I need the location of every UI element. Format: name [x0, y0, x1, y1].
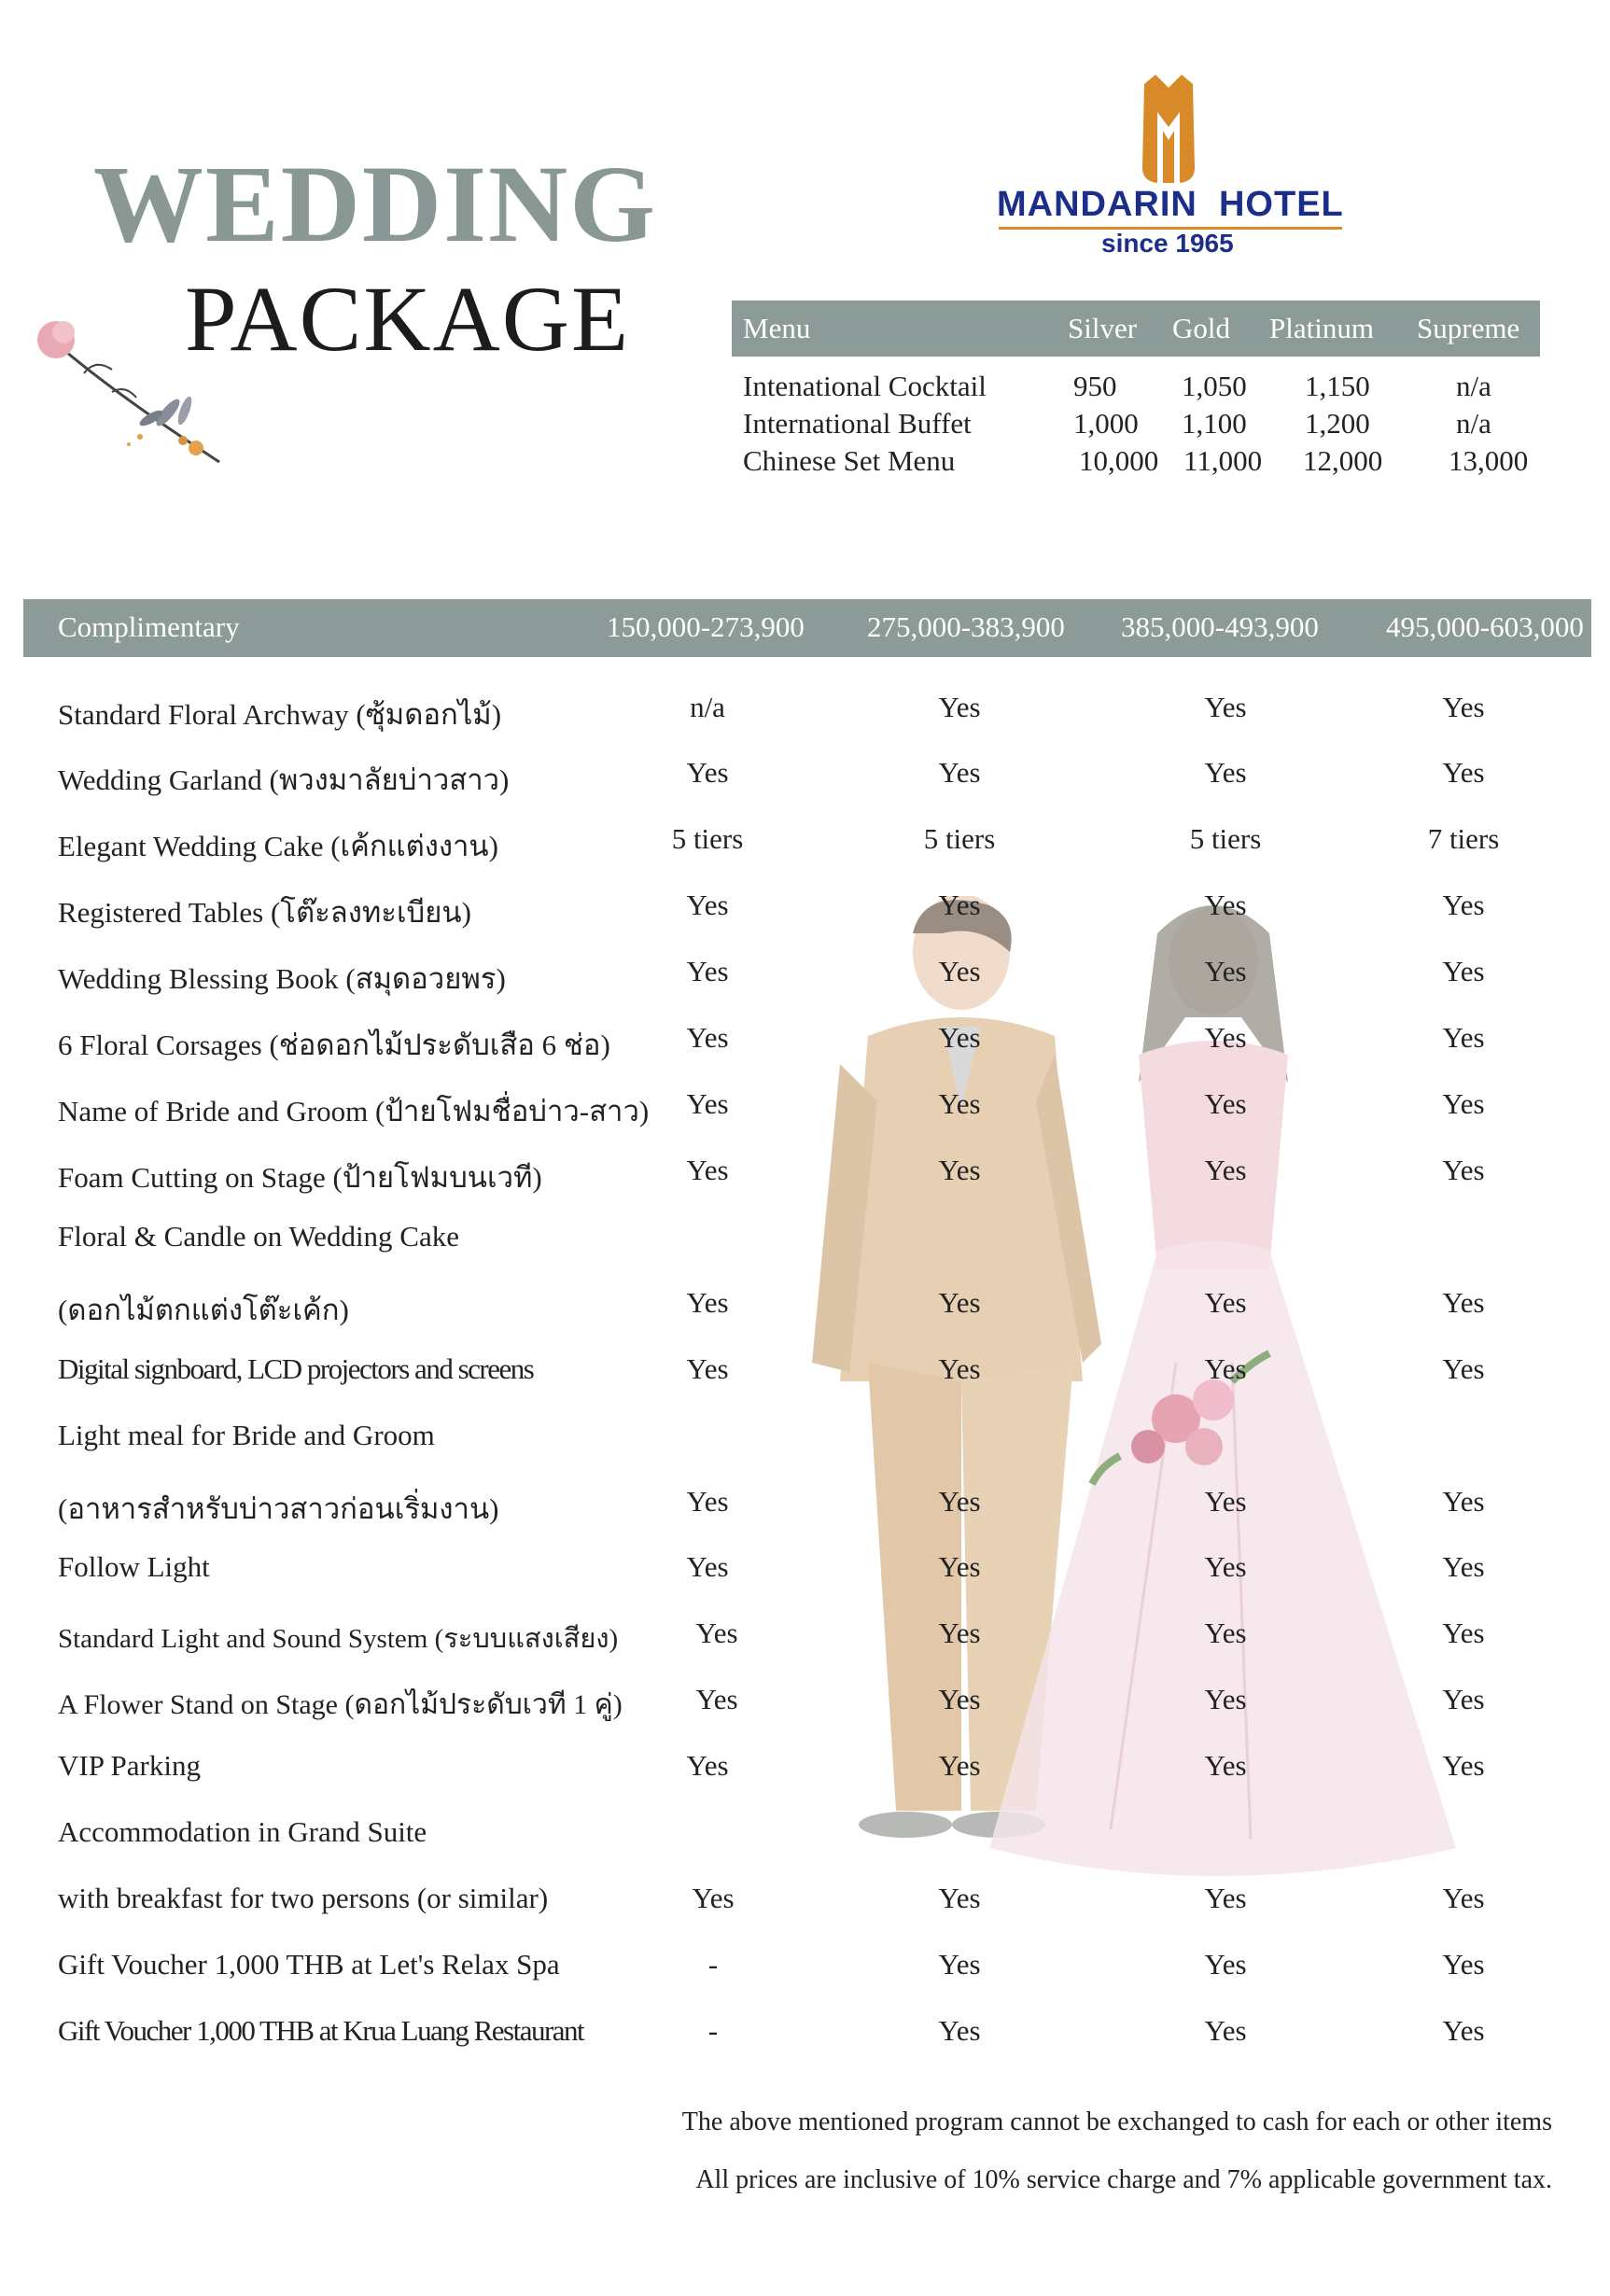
menu-price-platinum: 1,200	[1305, 407, 1370, 440]
menu-price-silver: 950	[1073, 370, 1117, 402]
cell-tier-2: 5 tiers	[923, 822, 996, 855]
cell-tier-3: Yes	[1204, 1087, 1247, 1120]
menu-header-silver: Silver	[1068, 312, 1138, 344]
brand-name: MANDARIN HOTEL	[997, 185, 1344, 224]
cell-tier-4: Yes	[1442, 1683, 1485, 1715]
comp-header-tier-1: 150,000-273,900	[607, 610, 805, 643]
cell-tier-3: Yes	[1204, 1882, 1247, 1914]
cell-tier-3: Yes	[1204, 1948, 1247, 1981]
comp-header-tier-2: 275,000-383,900	[867, 610, 1065, 643]
cell-tier-2: Yes	[938, 2014, 981, 2047]
cell-tier-1: -	[707, 2014, 719, 2047]
table-row	[0, 2014, 1610, 2070]
menu-row	[0, 444, 1610, 482]
cell-tier-4: Yes	[1442, 1286, 1485, 1319]
cell-tier-2: Yes	[938, 1352, 981, 1385]
cell-tier-4: Yes	[1442, 1749, 1485, 1782]
row-label: Digital signboard, LCD projectors and screens	[58, 1352, 534, 1385]
brand-since: since 1965	[1101, 229, 1234, 258]
menu-price-gold: 11,000	[1183, 444, 1263, 477]
cell-tier-4: Yes	[1442, 1352, 1485, 1385]
cell-tier-2: Yes	[938, 1749, 981, 1782]
cell-tier-1: Yes	[686, 1485, 729, 1518]
menu-price-gold: 1,050	[1182, 370, 1247, 402]
cell-tier-1: Yes	[686, 889, 729, 921]
mandarin-logo-icon	[1133, 75, 1204, 185]
comp-header-label: Complimentary	[58, 610, 240, 643]
cell-tier-3: Yes	[1204, 1021, 1247, 1054]
table-row	[0, 1550, 1610, 1606]
cell-tier-3: Yes	[1204, 1550, 1247, 1583]
cell-tier-2: Yes	[938, 889, 981, 921]
footnote-tax: All prices are inclusive of 10% service charge and 7% applicable government tax.	[695, 2165, 1552, 2194]
menu-price-platinum: 12,000	[1303, 444, 1383, 477]
cell-tier-2: Yes	[938, 1087, 981, 1120]
row-label: Wedding Garland (พวงมาลัยบ่าวสาว)	[58, 763, 510, 796]
cell-tier-4: Yes	[1442, 756, 1485, 789]
menu-price-supreme: n/a	[1456, 407, 1491, 440]
table-row	[0, 1485, 1610, 1541]
cell-tier-1: 5 tiers	[671, 822, 744, 855]
table-row	[0, 822, 1610, 878]
cell-tier-3: Yes	[1204, 1286, 1247, 1319]
cell-tier-2: Yes	[938, 1683, 981, 1715]
table-row	[0, 1154, 1610, 1210]
menu-header-menu: Menu	[743, 312, 811, 344]
menu-table-header	[732, 301, 1540, 357]
cell-tier-2: Yes	[938, 1948, 981, 1981]
cell-tier-2: Yes	[938, 955, 981, 987]
row-label: Elegant Wedding Cake (เค้กแต่งงาน)	[58, 830, 498, 862]
cell-tier-4: Yes	[1442, 1154, 1485, 1186]
cell-tier-1: Yes	[695, 1617, 738, 1649]
cell-tier-3: Yes	[1204, 1749, 1247, 1782]
cell-tier-1: -	[707, 1948, 719, 1981]
cell-tier-3: Yes	[1204, 756, 1247, 789]
cell-tier-1: Yes	[695, 1683, 738, 1715]
cell-tier-4: Yes	[1442, 1948, 1485, 1981]
cell-tier-3: Yes	[1204, 1154, 1247, 1186]
row-label: Standard Floral Archway (ซุ้มดอกไม้)	[58, 698, 502, 731]
cell-tier-4: Yes	[1442, 1617, 1485, 1649]
table-row	[0, 889, 1610, 945]
cell-tier-1: Yes	[686, 1154, 729, 1186]
table-row	[0, 1882, 1610, 1938]
menu-header-supreme: Supreme	[1417, 312, 1520, 344]
cell-tier-2: Yes	[938, 1154, 981, 1186]
menu-header-gold: Gold	[1172, 312, 1230, 344]
cell-tier-3: Yes	[1204, 691, 1247, 723]
cell-tier-4: Yes	[1442, 2014, 1485, 2047]
row-label: Standard Light and Sound System (ระบบแสงเสียง)	[58, 1624, 619, 1654]
cell-tier-2: Yes	[938, 1882, 981, 1914]
row-label: Gift Voucher 1,000 THB at Krua Luang Restaurant	[58, 2014, 584, 2047]
cell-tier-1: Yes	[686, 1352, 729, 1385]
cell-tier-3: Yes	[1204, 1485, 1247, 1518]
cell-tier-2: Yes	[938, 1286, 981, 1319]
row-label: Gift Voucher 1,000 THB at Let's Relax Spa	[58, 1948, 560, 1981]
menu-price-platinum: 1,150	[1305, 370, 1370, 402]
menu-item-name: International Buffet	[743, 407, 972, 440]
cell-tier-4: Yes	[1442, 1021, 1485, 1054]
menu-price-supreme: 13,000	[1449, 444, 1529, 477]
table-row	[0, 1948, 1610, 2004]
table-row	[0, 756, 1610, 812]
footnote-exchange: The above mentioned program cannot be exchanged to cash for each or other items	[681, 2107, 1552, 2136]
cell-tier-2: Yes	[938, 1550, 981, 1583]
cell-tier-1: Yes	[686, 756, 729, 789]
table-row	[0, 1021, 1610, 1077]
row-label: 6 Floral Corsages (ช่อดอกไม้ประดับเสือ 6 ช่อ)	[58, 1029, 610, 1061]
table-row	[0, 1617, 1610, 1673]
table-row	[0, 1220, 1610, 1276]
cell-tier-1: Yes	[686, 1550, 729, 1583]
menu-row	[0, 370, 1610, 407]
cell-tier-1: Yes	[686, 1087, 729, 1120]
cell-tier-4: Yes	[1442, 691, 1485, 723]
row-label: Floral & Candle on Wedding Cake	[58, 1220, 460, 1253]
page-title-wedding: WEDDING	[93, 143, 658, 265]
page-title-package: PACKAGE	[185, 267, 631, 371]
row-label: with breakfast for two persons (or similar)	[58, 1882, 549, 1914]
row-label: (ดอกไม้ตกแต่งโต๊ะเค้ก)	[58, 1294, 349, 1326]
cell-tier-1: Yes	[686, 1021, 729, 1054]
cell-tier-1: Yes	[692, 1882, 735, 1914]
row-label: Registered Tables (โต๊ะลงทะเบียน)	[58, 896, 471, 929]
cell-tier-3: Yes	[1204, 889, 1247, 921]
cell-tier-1: Yes	[686, 1286, 729, 1319]
comp-header-tier-4: 495,000-603,000	[1386, 610, 1584, 643]
row-label: Follow Light	[58, 1550, 210, 1583]
cell-tier-2: Yes	[938, 756, 981, 789]
cell-tier-3: 5 tiers	[1189, 822, 1262, 855]
menu-row	[0, 407, 1610, 444]
cell-tier-4: Yes	[1442, 1087, 1485, 1120]
cell-tier-3: Yes	[1204, 1683, 1247, 1715]
table-row	[0, 1815, 1610, 1871]
cell-tier-4: Yes	[1442, 1485, 1485, 1518]
cell-tier-2: Yes	[938, 1617, 981, 1649]
cell-tier-3: Yes	[1204, 955, 1247, 987]
cell-tier-2: Yes	[938, 691, 981, 723]
menu-item-name: Intenational Cocktail	[743, 370, 987, 402]
table-row	[0, 1286, 1610, 1342]
menu-header-platinum: Platinum	[1269, 312, 1374, 344]
row-label: Light meal for Bride and Groom	[58, 1419, 435, 1451]
row-label: A Flower Stand on Stage (ดอกไม้ประดับเวที 1 คู่)	[58, 1689, 623, 1720]
cell-tier-4: Yes	[1442, 1550, 1485, 1583]
row-label: Name of Bride and Groom (ป้ายโฟมชื่อบ่าว-สาว)	[58, 1095, 650, 1127]
menu-price-gold: 1,100	[1182, 407, 1247, 440]
table-row	[0, 691, 1610, 747]
cell-tier-3: Yes	[1204, 2014, 1247, 2047]
row-label: Foam Cutting on Stage (ป้ายโฟมบนเวที)	[58, 1161, 542, 1194]
complimentary-table-header	[23, 599, 1591, 657]
cell-tier-2: Yes	[938, 1485, 981, 1518]
row-label: Wedding Blessing Book (สมุดอวยพร)	[58, 962, 506, 995]
menu-price-silver: 10,000	[1079, 444, 1159, 477]
table-row	[0, 1749, 1610, 1805]
cell-tier-2: Yes	[938, 1021, 981, 1054]
comp-header-tier-3: 385,000-493,900	[1121, 610, 1319, 643]
table-row	[0, 1352, 1610, 1408]
row-label: (อาหารสำหรับบ่าวสาวก่อนเริ่มงาน)	[58, 1492, 499, 1525]
cell-tier-1: Yes	[686, 955, 729, 987]
cell-tier-1: n/a	[690, 691, 725, 723]
table-row	[0, 955, 1610, 1011]
cell-tier-4: Yes	[1442, 889, 1485, 921]
menu-price-silver: 1,000	[1073, 407, 1139, 440]
table-row	[0, 1683, 1610, 1739]
table-row	[0, 1087, 1610, 1143]
row-label: Accommodation in Grand Suite	[58, 1815, 427, 1848]
cell-tier-1: Yes	[686, 1749, 729, 1782]
table-row	[0, 1419, 1610, 1475]
menu-item-name: Chinese Set Menu	[743, 444, 956, 477]
cell-tier-3: Yes	[1204, 1617, 1247, 1649]
cell-tier-4: Yes	[1442, 1882, 1485, 1914]
row-label: VIP Parking	[58, 1749, 201, 1782]
cell-tier-4: 7 tiers	[1427, 822, 1500, 855]
cell-tier-3: Yes	[1204, 1352, 1247, 1385]
cell-tier-4: Yes	[1442, 955, 1485, 987]
menu-price-supreme: n/a	[1456, 370, 1491, 402]
